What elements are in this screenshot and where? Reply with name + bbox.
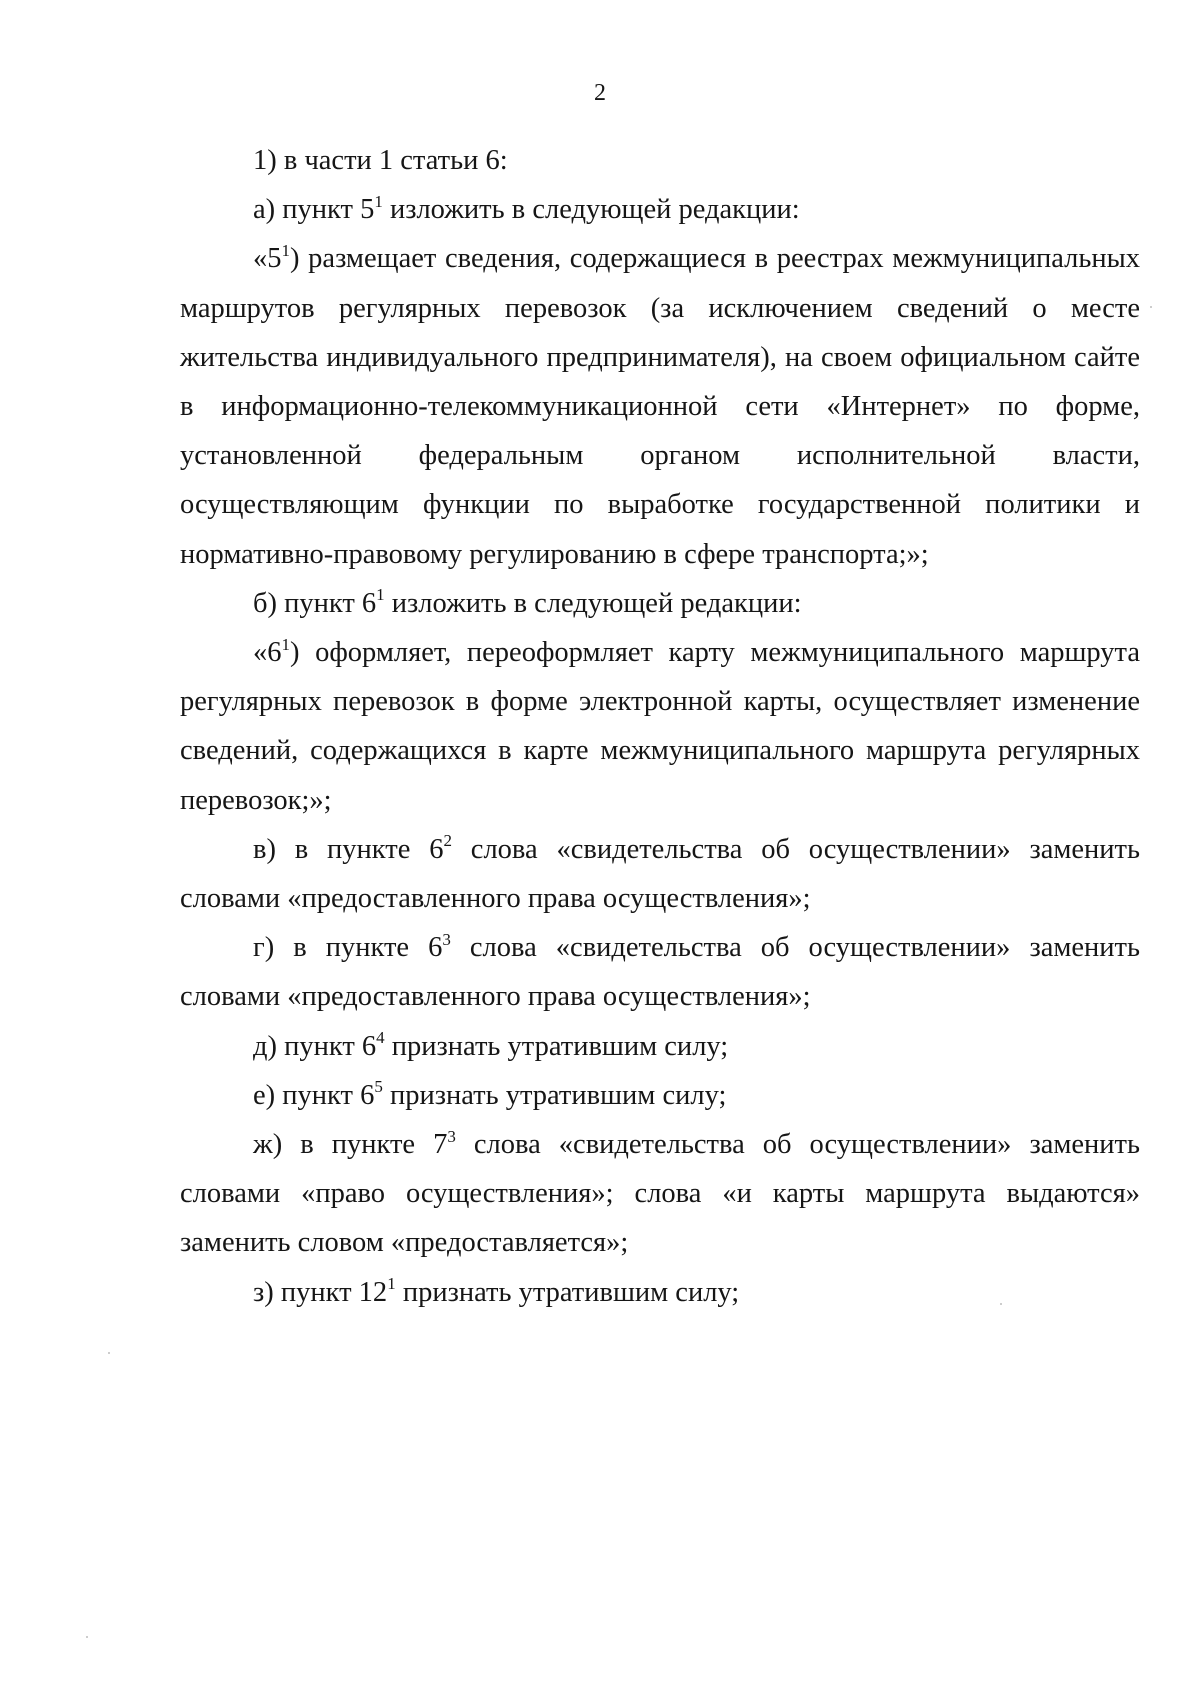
paragraph-item-d: д) пункт $6^4$ признать утратившим силу;: [253, 1028, 729, 1062]
scan-speck: [1150, 306, 1152, 308]
page-number: 2: [594, 80, 606, 106]
paragraph-item-g: г) в пункте $6^3$ слова «свидетельства об осуществлении» заменить словами «предоставленного права осуществления»;: [180, 929, 1141, 1013]
paragraph-item-z: з) пункт $12^1$ признать утратившим силу;: [253, 1274, 740, 1308]
scan-speck: [86, 1636, 88, 1638]
scan-speck: [1000, 1303, 1002, 1305]
paragraph-item-a: а) пункт $5^1$ изложить в следующей редакции:: [253, 191, 800, 226]
quoted-text-5-1: «$5^1$) размещает сведения, содержащиеся в реестрах межмуниципальных маршрутов регулярных перевозок (за исключением сведений о месте жительства индивидуального предпринимателя), на своем официальном сайте в информационно-телекоммуникационной сети «Интернет» по форме, установленной федеральным органом исполнительной власти, осуществляющим функции по выработке государственной политики и нормативно-правовому регулированию в сфере транспорта;»;: [180, 240, 1140, 570]
paragraph-item-b: б) пункт $6^1$ изложить в следующей редакции:: [253, 585, 802, 619]
document-body: [180, 136, 1140, 1317]
scan-speck: [108, 1352, 110, 1354]
paragraph-item-zh: ж) в пункте $7^3$ слова «свидетельства об осуществлении» заменить словами «право осуществления»; слова «и карты маршрута выдаются» заменить словом «предоставляется»;: [180, 1126, 1141, 1259]
paragraph-item-e: е) пункт $6^5$ признать утратившим силу;: [253, 1077, 727, 1111]
paragraph-item-1: 1) в части 1 статьи 6:: [253, 145, 508, 176]
paragraph-item-v: в) в пункте $6^2$ слова «свидетельства об осуществлении» заменить словами «предоставленного права осуществления»;: [180, 831, 1141, 915]
quoted-text-6-1: «$6^1$) оформляет, переоформляет карту межмуниципального маршрута регулярных перевозок в форме электронной карты, осуществляет изменение сведений, содержащихся в карте межмуниципального маршрута регулярных перевозок;»;: [180, 634, 1140, 816]
